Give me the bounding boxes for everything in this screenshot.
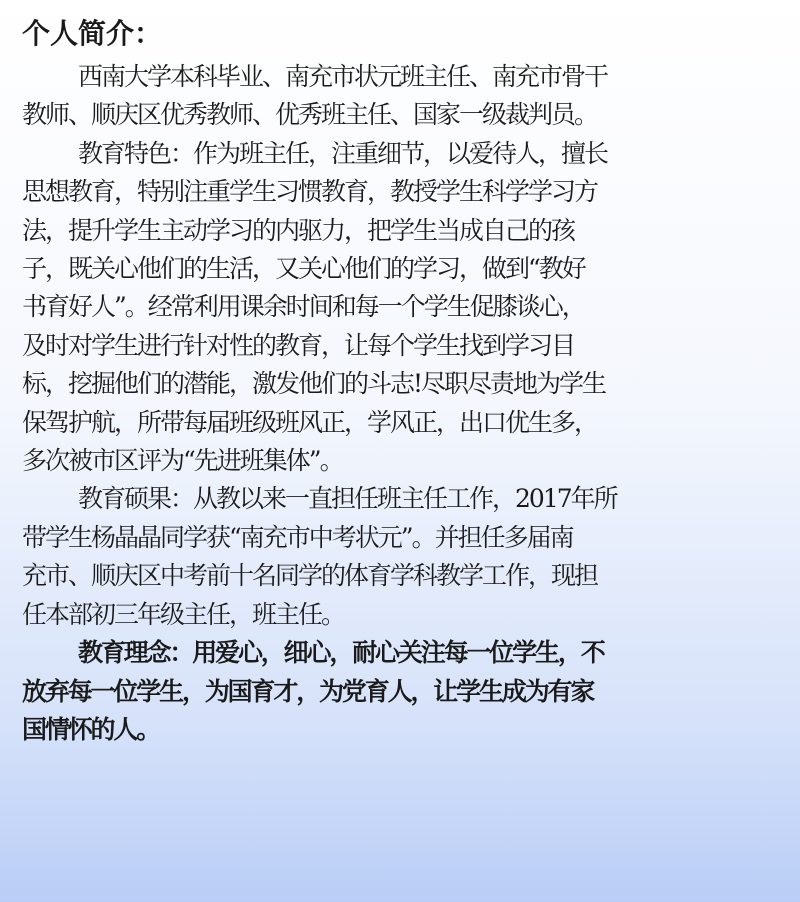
text-line: 充市、顺庆区中考前十名同学的体育学科教学工作，现担 <box>22 561 598 591</box>
text-line: 多次被市区评为“先进班集体”。 <box>22 446 343 476</box>
text-line: 标，挖掘他们的潜能，激发他们的斗志!尽职尽责地为学生 <box>22 369 606 399</box>
text-line: 任本部初三年级主任，班主任。 <box>22 599 345 629</box>
text-line: 教育硕果：从教以来一直担任班主任工作，2017年所 <box>78 484 617 514</box>
page-title: 个人简介： <box>22 17 163 50</box>
intro-paragraph <box>22 58 800 135</box>
text-line: 带学生杨晶晶同学获“南充市中考状元”。并担任多届南 <box>22 522 573 552</box>
text-line: 法，提升学生主动学习的内驱力，把学生当成自己的孩 <box>22 215 575 245</box>
text-line: 书育好人”。经常利用课余时间和每一个学生促膝谈心， <box>22 292 585 322</box>
text-line: 教育特色：作为班主任，注重细节，以爱待人，擅长 <box>78 138 608 168</box>
education-features-paragraph <box>22 135 800 481</box>
text-line: 思想教育，特别注重学生习惯教育，教授学生科学学习方 <box>22 177 598 207</box>
text-line: 国情怀的人。 <box>22 714 160 744</box>
text-line: 西南大学本科毕业、南充市状元班主任、南充市骨干 <box>78 62 608 91</box>
philosophy-paragraph <box>22 634 800 749</box>
text-line: 及时对学生进行针对性的教育，让每个学生找到学习目 <box>22 330 575 360</box>
achievements-paragraph <box>22 480 800 634</box>
text-line: 保驾护航，所带每届班级班风正，学风正，出口优生多， <box>22 407 598 437</box>
text-line: 子，既关心他们的生活，又关心他们的学习，做到“教好 <box>22 254 585 284</box>
text-line: 教师、顺庆区优秀教师、优秀班主任、国家一级裁判员。 <box>22 100 598 130</box>
text-line: 放弃每一位学生，为国育才，为党育人，让学生成为有家 <box>22 676 594 706</box>
text-line: 教育理念：用爱心，细心，耐心关注每一位学生，不 <box>78 638 604 668</box>
